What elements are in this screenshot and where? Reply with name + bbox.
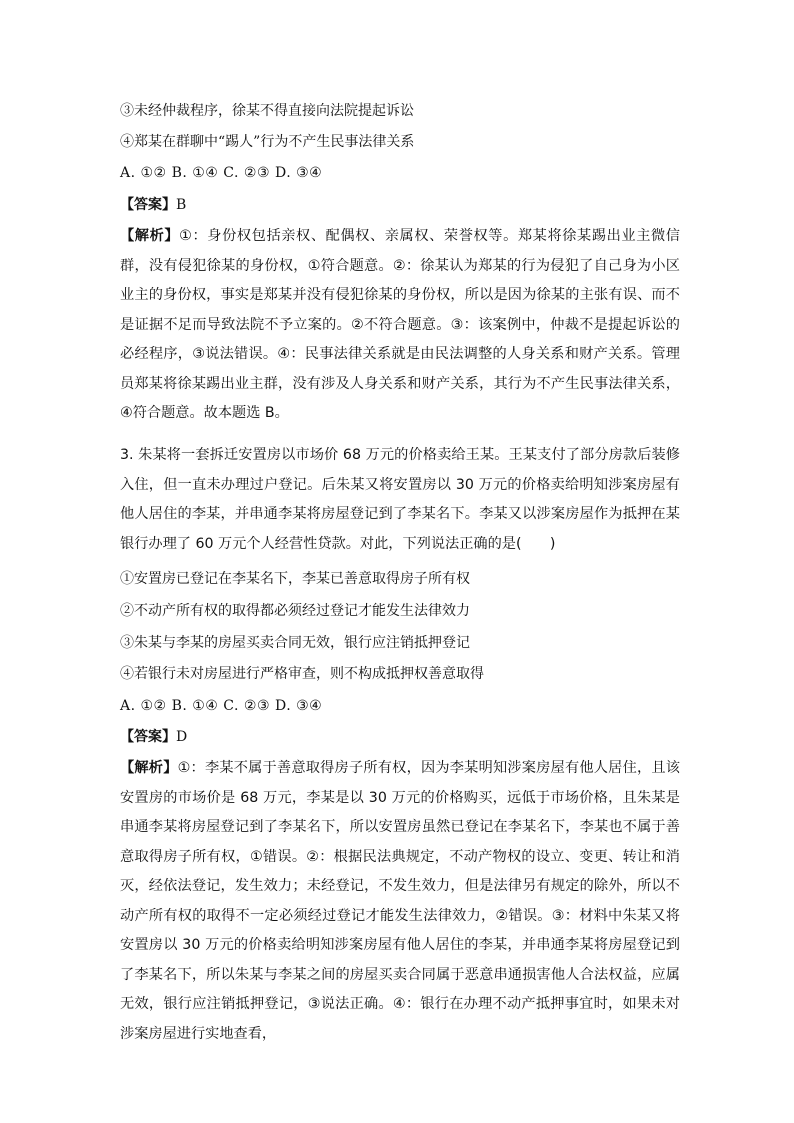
q3-stem: 3. 朱某将一套拆迁安置房以市场价 68 万元的价格卖给王某。王某支付了部分房款后装修入住，但一直未办理过户登记。后朱某又将安置房以 30 万元的价格卖给明知涉案房屋有他人居住的李某，并串通李某将房屋登记到了李某名下。李某又以涉案房屋作为抵押在某银行办理了 60 万元个人经营性贷款。对此，下列说法正确的是( ) xyxy=(120,447,680,552)
q3-analysis xyxy=(120,754,680,1049)
answer-value: B xyxy=(176,197,187,213)
analysis-label: 【解析】 xyxy=(120,228,180,244)
answer-label: 【答案】 xyxy=(120,729,176,745)
answer-label: 【答案】 xyxy=(120,197,176,213)
analysis-text: ①：身份权包括亲权、配偶权、亲属权、荣誉权等。郑某将徐某踢出业主微信群，没有侵犯徐某的身份权，①符合题意。②：徐某认为郑某的行为侵犯了自己身为小区业主的身份权，事实是郑某并没有侵犯徐某的身份权，所以是因为徐某的主张有误、而不是证据不足而导致法院不予立案的。②不符合题意。③：该案例中，仲裁不是提起诉讼的必经程序，③说法错误。④：民事法律关系就是由民法调整的人身关系和财产关系。管理员郑某将徐某踢出业主群，没有涉及人身关系和财产关系，其行为不产生民事法律关系，④符合题意。故本题选 B。 xyxy=(120,228,680,421)
answer-value: D xyxy=(176,729,188,745)
q2-statement-3: ③未经仲裁程序，徐某不得直接向法院提起诉讼 xyxy=(120,103,414,119)
analysis-text: ①：李某不属于善意取得房子所有权，因为李某明知涉案房屋有他人居住，且该安置房的市场价是 68 万元，李某是以 30 万元的价格购买，远低于市场价格，且朱某是串通李某将房屋登记到了李某名下，所以安置房虽然已登记在李某名下，李某也不属于善意取得房子所有权，①错误。②：根据民法典规定，不动产物权的设立、变更、转让和消灭，经依法登记，发生效力；未经登记，不发生效力，但是法律另有规定的除外，所以不动产所有权的取得不一定必须经过登记才能发生法律效力，②错误。③：材料中朱某又将安置房以 30 万元的价格卖给明知涉案房屋有他人居住的李某，并串通李某将房屋登记到了李某名下，所以朱某与李某之间的房屋买卖合同属于恶意串通损害他人合法权益，应属无效，银行应注销抵押登记，③说法正确。④：银行在办理不动产抵押事宜时，如果未对涉案房屋进行实地查看， xyxy=(120,760,680,1042)
q2-statement-4: ④郑某在群聊中“踢人”行为不产生民事法律关系 xyxy=(120,134,415,150)
q2-analysis xyxy=(120,222,680,429)
q2-options: A. ①② B. ①④ C. ②③ D. ③④ xyxy=(120,165,323,181)
q2-answer xyxy=(120,195,680,215)
q3-statement-4: ④若银行未对房屋进行严格审查，则不构成抵押权善意取得 xyxy=(120,666,484,682)
q3-statement-1: ①安置房已登记在李某名下，李某已善意取得房子所有权 xyxy=(120,571,470,587)
q3-statement-3: ③朱某与李某的房屋买卖合同无效，银行应注销抵押登记 xyxy=(120,635,470,651)
q3-answer xyxy=(120,727,680,747)
q3-options: A. ①② B. ①④ C. ②③ D. ③④ xyxy=(120,698,323,714)
analysis-label: 【解析】 xyxy=(120,760,178,776)
q3-statement-2: ②不动产所有权的取得都必须经过登记才能发生法律效力 xyxy=(120,603,470,619)
